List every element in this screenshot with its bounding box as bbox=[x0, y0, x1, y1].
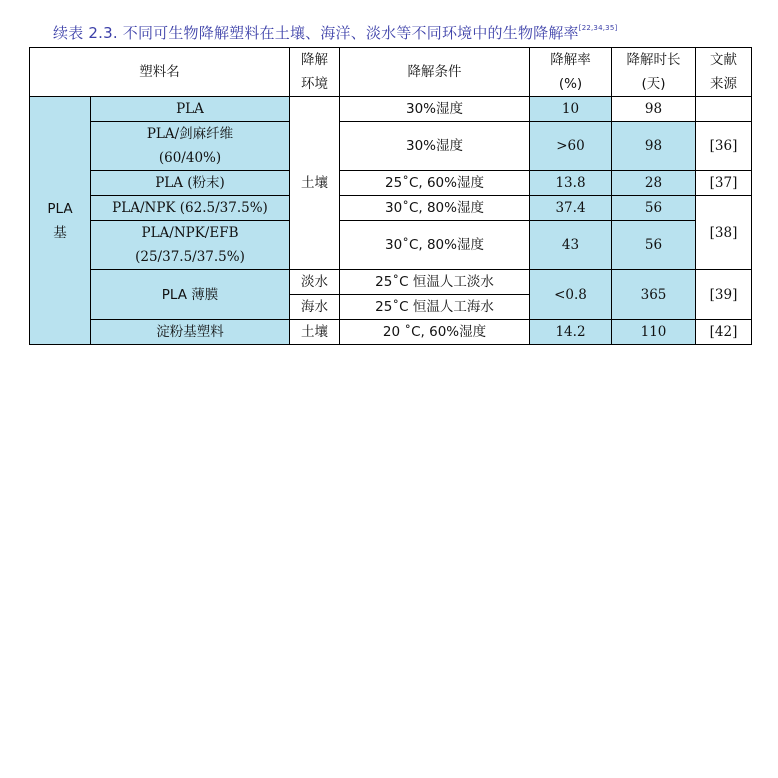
condition-cell: 25˚C, 60%湿度 bbox=[340, 171, 530, 196]
environment-cell: 土壤 bbox=[290, 97, 340, 270]
condition-cell: 30˚C, 80%湿度 bbox=[340, 221, 530, 270]
plastic-name: PLA 薄膜 bbox=[91, 270, 290, 320]
table-row bbox=[30, 270, 752, 295]
header-duration: 降解时长 (天) bbox=[612, 48, 696, 97]
caption-refs: [22,34,35] bbox=[578, 24, 618, 32]
header-row bbox=[30, 48, 752, 97]
caption-text: 续表 2.3. 不同可生物降解塑料在土壤、海洋、淡水等不同环境中的生物降解率 bbox=[53, 24, 579, 42]
header-plastic: 塑料名 bbox=[30, 48, 290, 97]
plastic-name: PLA/NPK/EFB (25/37.5/37.5%) bbox=[91, 221, 290, 270]
condition-cell: 30˚C, 80%湿度 bbox=[340, 196, 530, 221]
table-row bbox=[30, 320, 752, 345]
condition-cell: 25˚C 恒温人工海水 bbox=[340, 295, 530, 320]
plastic-name: PLA (粉末) bbox=[91, 171, 290, 196]
rate-cell: 10 bbox=[530, 97, 612, 122]
table-row bbox=[30, 97, 752, 122]
condition-cell: 30%湿度 bbox=[340, 97, 530, 122]
degradation-table bbox=[29, 47, 752, 345]
duration-cell: 365 bbox=[612, 270, 696, 320]
plastic-name: 淀粉基塑料 bbox=[91, 320, 290, 345]
duration-cell: 56 bbox=[612, 196, 696, 221]
table-row bbox=[30, 221, 752, 270]
duration-cell: 56 bbox=[612, 221, 696, 270]
rate-cell: 13.8 bbox=[530, 171, 612, 196]
reference-cell: [38] bbox=[696, 196, 752, 270]
plastic-name: PLA bbox=[91, 97, 290, 122]
duration-cell: 98 bbox=[612, 97, 696, 122]
table-row bbox=[30, 122, 752, 171]
environment-cell: 淡水 bbox=[290, 270, 340, 295]
environment-cell: 土壤 bbox=[290, 320, 340, 345]
condition-cell: 20 ˚C, 60%湿度 bbox=[340, 320, 530, 345]
table-caption bbox=[53, 22, 617, 43]
header-reference: 文献 来源 bbox=[696, 48, 752, 97]
table-row bbox=[30, 196, 752, 221]
reference-cell: [37] bbox=[696, 171, 752, 196]
rate-cell: >60 bbox=[530, 122, 612, 171]
duration-cell: 110 bbox=[612, 320, 696, 345]
rate-cell: 37.4 bbox=[530, 196, 612, 221]
environment-cell: 海水 bbox=[290, 295, 340, 320]
condition-cell: 25˚C 恒温人工淡水 bbox=[340, 270, 530, 295]
rate-cell: <0.8 bbox=[530, 270, 612, 320]
condition-cell: 30%湿度 bbox=[340, 122, 530, 171]
reference-cell: [36] bbox=[696, 122, 752, 171]
table-row bbox=[30, 171, 752, 196]
group-pla: PLA 基 bbox=[30, 97, 91, 345]
plastic-name: PLA/NPK (62.5/37.5%) bbox=[91, 196, 290, 221]
reference-cell bbox=[696, 97, 752, 122]
header-rate: 降解率 (%) bbox=[530, 48, 612, 97]
rate-cell: 43 bbox=[530, 221, 612, 270]
duration-cell: 28 bbox=[612, 171, 696, 196]
header-environment: 降解 环境 bbox=[290, 48, 340, 97]
header-condition: 降解条件 bbox=[340, 48, 530, 97]
duration-cell: 98 bbox=[612, 122, 696, 171]
reference-cell: [42] bbox=[696, 320, 752, 345]
rate-cell: 14.2 bbox=[530, 320, 612, 345]
plastic-name: PLA/剑麻纤维 (60/40%) bbox=[91, 122, 290, 171]
reference-cell: [39] bbox=[696, 270, 752, 320]
